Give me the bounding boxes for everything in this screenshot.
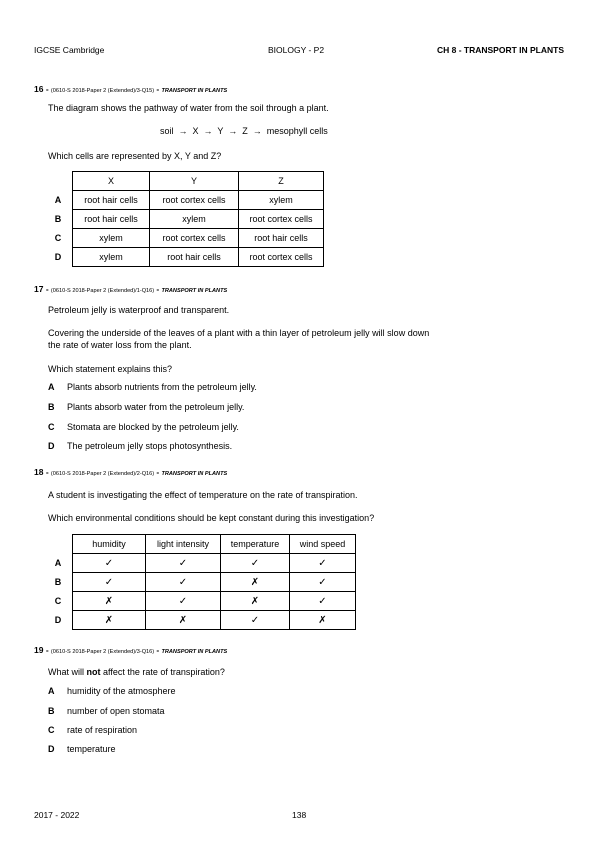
table-header: Z xyxy=(239,172,324,191)
table-header: Y xyxy=(150,172,239,191)
header-right: CH 8 - TRANSPORT IN PLANTS xyxy=(436,45,564,55)
question-17-prompt: Which statement explains this? xyxy=(48,364,173,374)
question-17-stem-1: Petroleum jelly is waterproof and transparent. xyxy=(48,305,230,315)
table-header: wind speed xyxy=(290,535,356,554)
table-header: light intensity xyxy=(146,535,221,554)
question-topic: TRANSPORT IN PLANTS xyxy=(161,471,228,477)
question-16-prompt: Which cells are represented by X, Y and Z? xyxy=(48,151,222,161)
question-18-stem: A student is investigating the effect of temperature on the rate of transpiration. xyxy=(48,490,358,500)
table-row: B ✓ ✓ ✗ ✓ xyxy=(44,573,356,592)
table-row: B root hair cells xylem root cortex cells xyxy=(44,210,324,229)
table-header: temperature xyxy=(221,535,290,554)
table-row: D ✗ ✗ ✓ ✗ xyxy=(44,611,356,630)
question-19-heading: 19 - (0610-S 2018-Paper 2 (Extended)/3-Q16) - TRANSPORT IN PLANTS xyxy=(34,645,228,655)
question-17-stem-2-line-1: Covering the underside of the leaves of a plant with a thin layer of petroleum jelly will slow down xyxy=(48,328,430,338)
table-row: A ✓ ✓ ✓ ✓ xyxy=(44,554,356,573)
footer-years: 2017 - 2022 xyxy=(34,810,80,820)
question-topic: TRANSPORT IN PLANTS xyxy=(161,88,228,94)
table-row: A root hair cells root cortex cells xylem xyxy=(44,191,324,210)
table-row: C xylem root cortex cells root hair cells xyxy=(44,229,324,248)
question-number: 17 - xyxy=(34,284,49,294)
question-source: (0610-S 2018-Paper 2 (Extended)/1-Q16) xyxy=(50,288,155,294)
page-number: 138 xyxy=(292,810,307,820)
question-topic: TRANSPORT IN PLANTS xyxy=(161,288,228,294)
question-18-table xyxy=(44,534,356,630)
question-source: (0610-S 2018-Paper 2 (Extended)/2-Q16) xyxy=(50,471,155,477)
question-16-stem: The diagram shows the pathway of water from the soil through a plant. xyxy=(48,103,329,113)
table-row: C ✗ ✓ ✗ ✓ xyxy=(44,592,356,611)
question-number: 18 - xyxy=(34,467,49,477)
question-source: (0610-S 2018-Paper 2 (Extended)/3-Q15) xyxy=(50,88,155,94)
question-18-prompt: Which environmental conditions should be kept constant during this investigation? xyxy=(48,513,375,523)
question-number: 16 - xyxy=(34,84,49,94)
question-16-heading: 16 - (0610-S 2018-Paper 2 (Extended)/3-Q15) - TRANSPORT IN PLANTS xyxy=(34,84,228,94)
question-topic: TRANSPORT IN PLANTS xyxy=(161,649,228,655)
question-18-heading: 18 - (0610-S 2018-Paper 2 (Extended)/2-Q16) - TRANSPORT IN PLANTS xyxy=(34,467,228,477)
table-header: X xyxy=(73,172,150,191)
question-16-pathway: soil → X → Y → Z → mesophyll cells xyxy=(160,126,328,136)
question-source: (0610-S 2018-Paper 2 (Extended)/3-Q16) xyxy=(50,649,155,655)
question-number: 19 - xyxy=(34,645,49,655)
header-left: IGCSE Cambridge xyxy=(34,45,105,55)
question-19-prompt: What will not affect the rate of transpiration? xyxy=(48,667,225,677)
table-header: humidity xyxy=(73,535,146,554)
header-center: BIOLOGY - P2 xyxy=(268,45,325,55)
question-17-stem-2-line-2: the rate of water loss from the plant. xyxy=(48,340,192,350)
question-16-table xyxy=(44,171,324,267)
question-17-heading: 17 - (0610-S 2018-Paper 2 (Extended)/1-Q16) - TRANSPORT IN PLANTS xyxy=(34,284,228,294)
table-row: D xylem root hair cells root cortex cells xyxy=(44,248,324,267)
